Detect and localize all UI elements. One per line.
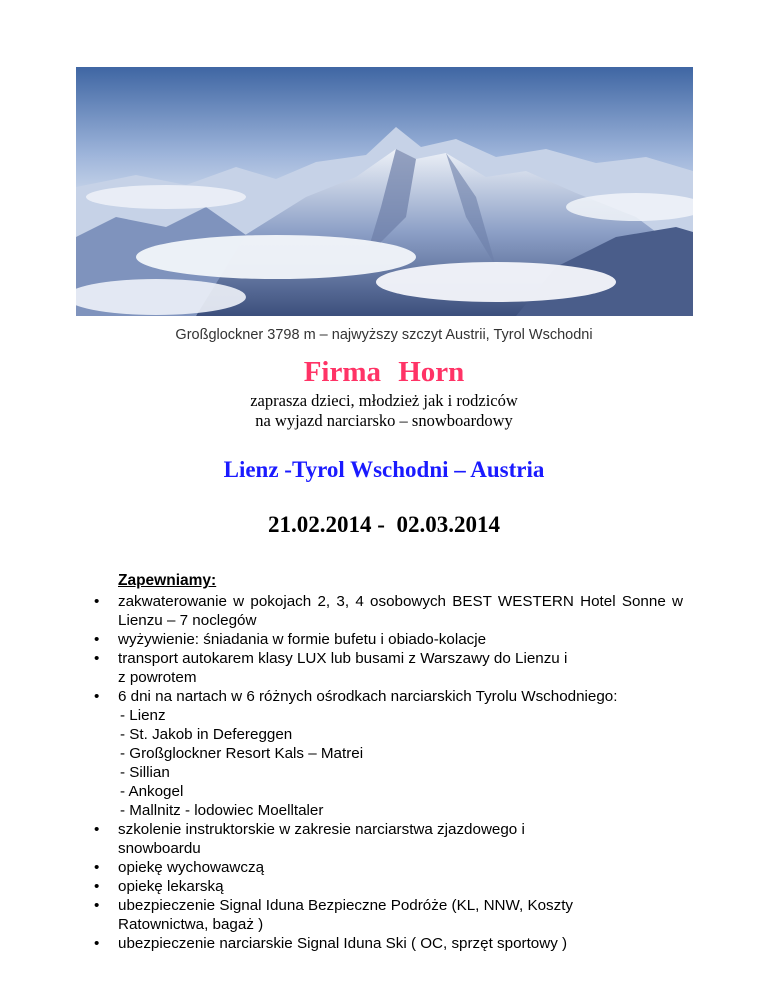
list-item-text: ubezpieczenie Signal Iduna Bezpieczne Podróże (KL, NNW, Koszty Ratownictwa, bagaż ) <box>118 897 574 933</box>
invitation-text <box>0 391 768 431</box>
list-item <box>94 687 683 820</box>
resort-item: - St. Jakob in Defereggen <box>120 726 293 743</box>
resort-item: - Mallnitz - lodowiec Moelltaler <box>120 802 324 819</box>
list-item-text: opiekę wychowawczą <box>118 859 265 876</box>
invitation-line-1: zaprasza dzieci, młodzież jak i rodziców <box>250 391 518 410</box>
list-item <box>94 934 683 953</box>
resort-item: - Ankogel <box>120 783 184 800</box>
destination-heading: Lienz -Tyrol Wschodni – Austria <box>223 457 545 482</box>
bullet-icon: • <box>94 859 100 876</box>
bullet-icon: • <box>94 935 100 952</box>
list-item <box>94 630 683 649</box>
organization-name: Firma Horn <box>303 356 465 388</box>
mountain-illustration <box>76 67 693 316</box>
list-item <box>94 877 683 896</box>
list-item <box>94 820 578 858</box>
resort-item: - Großglockner Resort Kals – Matrei <box>120 745 364 762</box>
list-item-text: 6 dni na nartach w 6 różnych ośrodkach narciarskich Tyrolu Wschodniego: <box>118 688 618 705</box>
list-item-text: wyżywienie: śniadania w formie bufetu i obiado-kolacje <box>118 631 487 648</box>
bullet-icon: • <box>94 688 100 705</box>
resort-item: - Sillian <box>120 764 170 781</box>
resort-item: - Lienz <box>120 707 166 724</box>
bullet-icon: • <box>94 897 100 914</box>
list-item <box>94 858 683 877</box>
bullet-icon: • <box>94 878 100 895</box>
list-item <box>94 896 638 934</box>
bullet-icon: • <box>94 593 100 610</box>
list-item-text: zakwaterowanie w pokojach 2, 3, 4 osobowych BEST WESTERN Hotel Sonne w Lienzu – 7 noclegów <box>118 593 683 629</box>
list-item-text: opiekę lekarską <box>118 878 224 895</box>
resort-list <box>118 706 683 820</box>
offer-title: Zapewniamy: <box>118 572 217 589</box>
list-item-text: transport autokarem klasy LUX lub busami z Warszawy do Lienzu i z powrotem <box>118 650 568 686</box>
offer-list <box>94 592 683 953</box>
list-item <box>94 649 578 687</box>
invitation-line-2: na wyjazd narciarsko – snowboardowy <box>255 411 513 430</box>
list-item <box>94 592 683 630</box>
bullet-icon: • <box>94 821 100 838</box>
photo-caption: Großglockner 3798 m – najwyższy szczyt Austrii, Tyrol Wschodni <box>175 327 593 343</box>
bullet-icon: • <box>94 631 100 648</box>
bullet-icon: • <box>94 650 100 667</box>
mountain-photo <box>76 67 693 316</box>
trip-dates: 21.02.2014 - 02.03.2014 <box>268 512 500 537</box>
list-item-text: szkolenie instruktorskie w zakresie narciarstwa zjazdowego i snowboardu <box>118 821 525 857</box>
list-item-text: ubezpieczenie narciarskie Signal Iduna Ski ( OC, sprzęt sportowy ) <box>118 935 568 952</box>
